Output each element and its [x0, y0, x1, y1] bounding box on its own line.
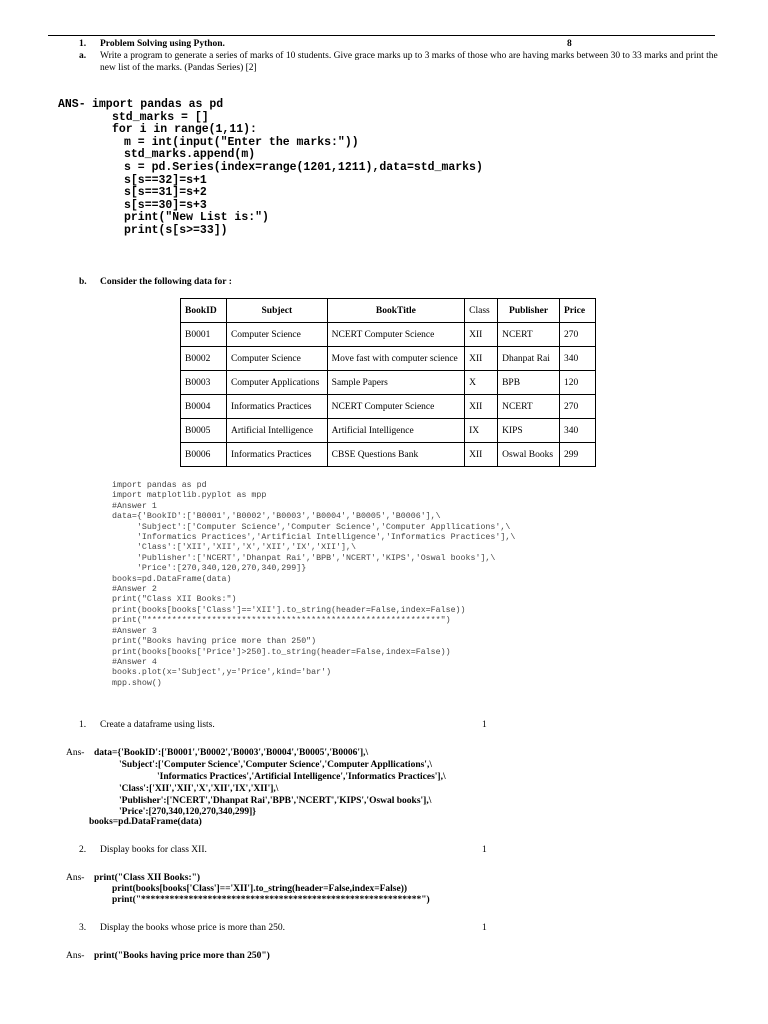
table-cell: 120 [560, 371, 596, 395]
code-line: #Answer 4 [112, 657, 157, 667]
answer-label: Ans- [66, 951, 85, 961]
code-line: 'Publisher':['NCERT','Dhanpat Rai','BPB','NCERT','KIPS','Oswal books'],\ [112, 553, 496, 563]
code-line: 'Class':['XII','XII','X','XII','IX','XII'],\ [112, 543, 356, 553]
table-cell: CBSE Questions Bank [327, 443, 464, 467]
table-cell: B0001 [181, 323, 227, 347]
sub-question-text: Display the books whose price is more than 250. [100, 923, 285, 933]
code-line: print("***********************************************************") [112, 616, 451, 626]
question-title: Problem Solving using Python. [100, 39, 225, 49]
column-header: Price [560, 299, 596, 323]
code-line: print("New List is:") [124, 211, 269, 225]
table-cell: 340 [560, 419, 596, 443]
table-cell: 270 [560, 323, 596, 347]
code-line: s[s==31]=s+2 [124, 186, 207, 200]
table-cell: Informatics Practices [226, 395, 327, 419]
code-line: #Answer 3 [112, 626, 157, 636]
code-line: books.plot(x='Subject',y='Price',kind='bar') [112, 668, 332, 678]
table-cell: B0006 [181, 443, 227, 467]
table-cell: Dhanpat Rai [498, 347, 560, 371]
table-cell: B0004 [181, 395, 227, 419]
code-line: mpp.show() [112, 678, 162, 688]
table-cell: Move fast with computer science [327, 347, 464, 371]
table-cell: NCERT [498, 323, 560, 347]
answer-line: print(books[books['Class']=='XII'].to_string(header=False,index=False)) [112, 884, 408, 894]
question-marks: 8 [567, 39, 572, 49]
column-header: BookTitle [327, 299, 464, 323]
answer-label: Ans- [66, 873, 85, 883]
table-cell: XII [465, 395, 498, 419]
table-row [181, 419, 596, 443]
code-line: books=pd.DataFrame(data) [112, 574, 232, 584]
code-line: print(books[books['Price']>250].to_string(header=False,index=False)) [112, 647, 451, 657]
code-line: #Answer 2 [112, 585, 157, 595]
table-cell: XII [465, 323, 498, 347]
table-header-row [181, 299, 596, 323]
code-line: 'Subject':['Computer Science','Computer Science','Computer Appllications',\ [112, 522, 511, 532]
code-line: print(books[books['Class']=='XII'].to_string(header=False,index=False)) [112, 605, 466, 615]
code-line: data={'BookID':['B0001','B0002','B0003','B0004','B0005','B0006'],\ [112, 512, 441, 522]
table-cell: Artificial Intelligence [327, 419, 464, 443]
table-row [181, 323, 596, 347]
code-line: 'Price':[270,340,120,270,340,299]} [112, 564, 307, 574]
code-line: std_marks.append(m) [124, 148, 256, 162]
table-cell: Oswal Books [498, 443, 560, 467]
sub-question-marks: 1 [482, 923, 487, 933]
table-row [181, 443, 596, 467]
table-cell: B0005 [181, 419, 227, 443]
answer-line: 'Price':[270,340,120,270,340,299]} [119, 807, 256, 817]
answer-line: 'Subject':['Computer Science','Computer Science','Computer Appllications',\ [119, 760, 432, 770]
table-cell: Computer Applications [226, 371, 327, 395]
sub-question-number: 2. [79, 845, 87, 855]
answer-line: data={'BookID':['B0001','B0002','B0003','B0004','B0005','B0006'],\ [94, 748, 369, 758]
table-cell: B0002 [181, 347, 227, 371]
code-line: s[s==32]=s+1 [124, 173, 207, 187]
code-line: m = int(input("Enter the marks:")) [124, 135, 359, 149]
table-row [181, 371, 596, 395]
top-rule [48, 35, 715, 36]
question-a-line1: Write a program to generate a series of marks of 10 students. Give grace marks up to 3 marks of those who are having marks between 30 to 33 marks and print the [100, 51, 718, 61]
code-line: print("Books having price more than 250") [112, 637, 317, 647]
answer-line: print("***********************************************************") [112, 895, 430, 905]
code-line: for i in range(1,11): [112, 123, 257, 137]
table-cell: Computer Science [226, 347, 327, 371]
code-line: s[s==30]=s+3 [124, 198, 207, 212]
question-number: 1. [79, 39, 87, 49]
code-line: 'Informatics Practices','Artificial Intelligence','Informatics Practices'],\ [112, 533, 516, 543]
table-cell: BPB [498, 371, 560, 395]
table-cell: X [465, 371, 498, 395]
code-line: std_marks = [] [112, 110, 209, 124]
table-cell: NCERT Computer Science [327, 323, 464, 347]
table-cell: IX [465, 419, 498, 443]
code-line: import pandas as pd [112, 481, 207, 490]
answer-a-label: ANS- [58, 98, 86, 111]
book-table [180, 298, 596, 467]
table-cell: NCERT [498, 395, 560, 419]
table-cell: Computer Science [226, 323, 327, 347]
sub-question-number: 1. [79, 720, 87, 730]
table-cell: Artificial Intelligence [226, 419, 327, 443]
table-cell: 299 [560, 443, 596, 467]
answer-label: Ans- [66, 748, 85, 758]
code-line: s = pd.Series(index=range(1201,1211),data=std_marks) [124, 161, 483, 174]
answer-line: print("Books having price more than 250") [94, 951, 270, 961]
column-header: Publisher [498, 299, 560, 323]
table-cell: 270 [560, 395, 596, 419]
code-line: print("Class XII Books:") [112, 595, 237, 605]
code-line: import pandas as pd [92, 98, 224, 111]
question-b-text: Consider the following data for : [100, 277, 232, 287]
table-cell: XII [465, 347, 498, 371]
table-cell: Informatics Practices [226, 443, 327, 467]
answer-line: 'Publisher':['NCERT','Dhanpat Rai','BPB','NCERT','KIPS','Oswal books'],\ [119, 796, 432, 806]
table-cell: 340 [560, 347, 596, 371]
answer-line: 'Class':['XII','XII','X','XII','IX','XII'],\ [119, 784, 279, 794]
sub-question-number: 3. [79, 923, 87, 933]
sub-question-text: Display books for class XII. [100, 845, 207, 855]
column-header: Class [465, 299, 498, 323]
sub-question-marks: 1 [482, 720, 487, 730]
column-header: BookID [181, 299, 227, 323]
question-a-label: a. [79, 51, 87, 61]
table-cell: NCERT Computer Science [327, 395, 464, 419]
table-cell: XII [465, 443, 498, 467]
column-header: Subject [226, 299, 327, 323]
table-row [181, 347, 596, 371]
code-line: print(s[s>=33]) [124, 224, 228, 237]
code-line: #Answer 1 [112, 501, 157, 511]
answer-line: print("Class XII Books:") [94, 873, 201, 883]
sub-question-text: Create a dataframe using lists. [100, 720, 215, 730]
table-row [181, 395, 596, 419]
answer-line: 'Informatics Practices','Artificial Intelligence','Informatics Practices'],\ [157, 772, 446, 782]
question-b-label: b. [79, 277, 87, 287]
table-cell: Sample Papers [327, 371, 464, 395]
table-cell: KIPS [498, 419, 560, 443]
answer-line: books=pd.DataFrame(data) [89, 817, 202, 827]
code-line: import matplotlib.pyplot as mpp [112, 491, 267, 501]
code-block [112, 481, 515, 689]
table-cell: B0003 [181, 371, 227, 395]
question-a-line2: new list of the marks. (Pandas Series) [2] [100, 63, 257, 73]
sub-question-marks: 1 [482, 845, 487, 855]
